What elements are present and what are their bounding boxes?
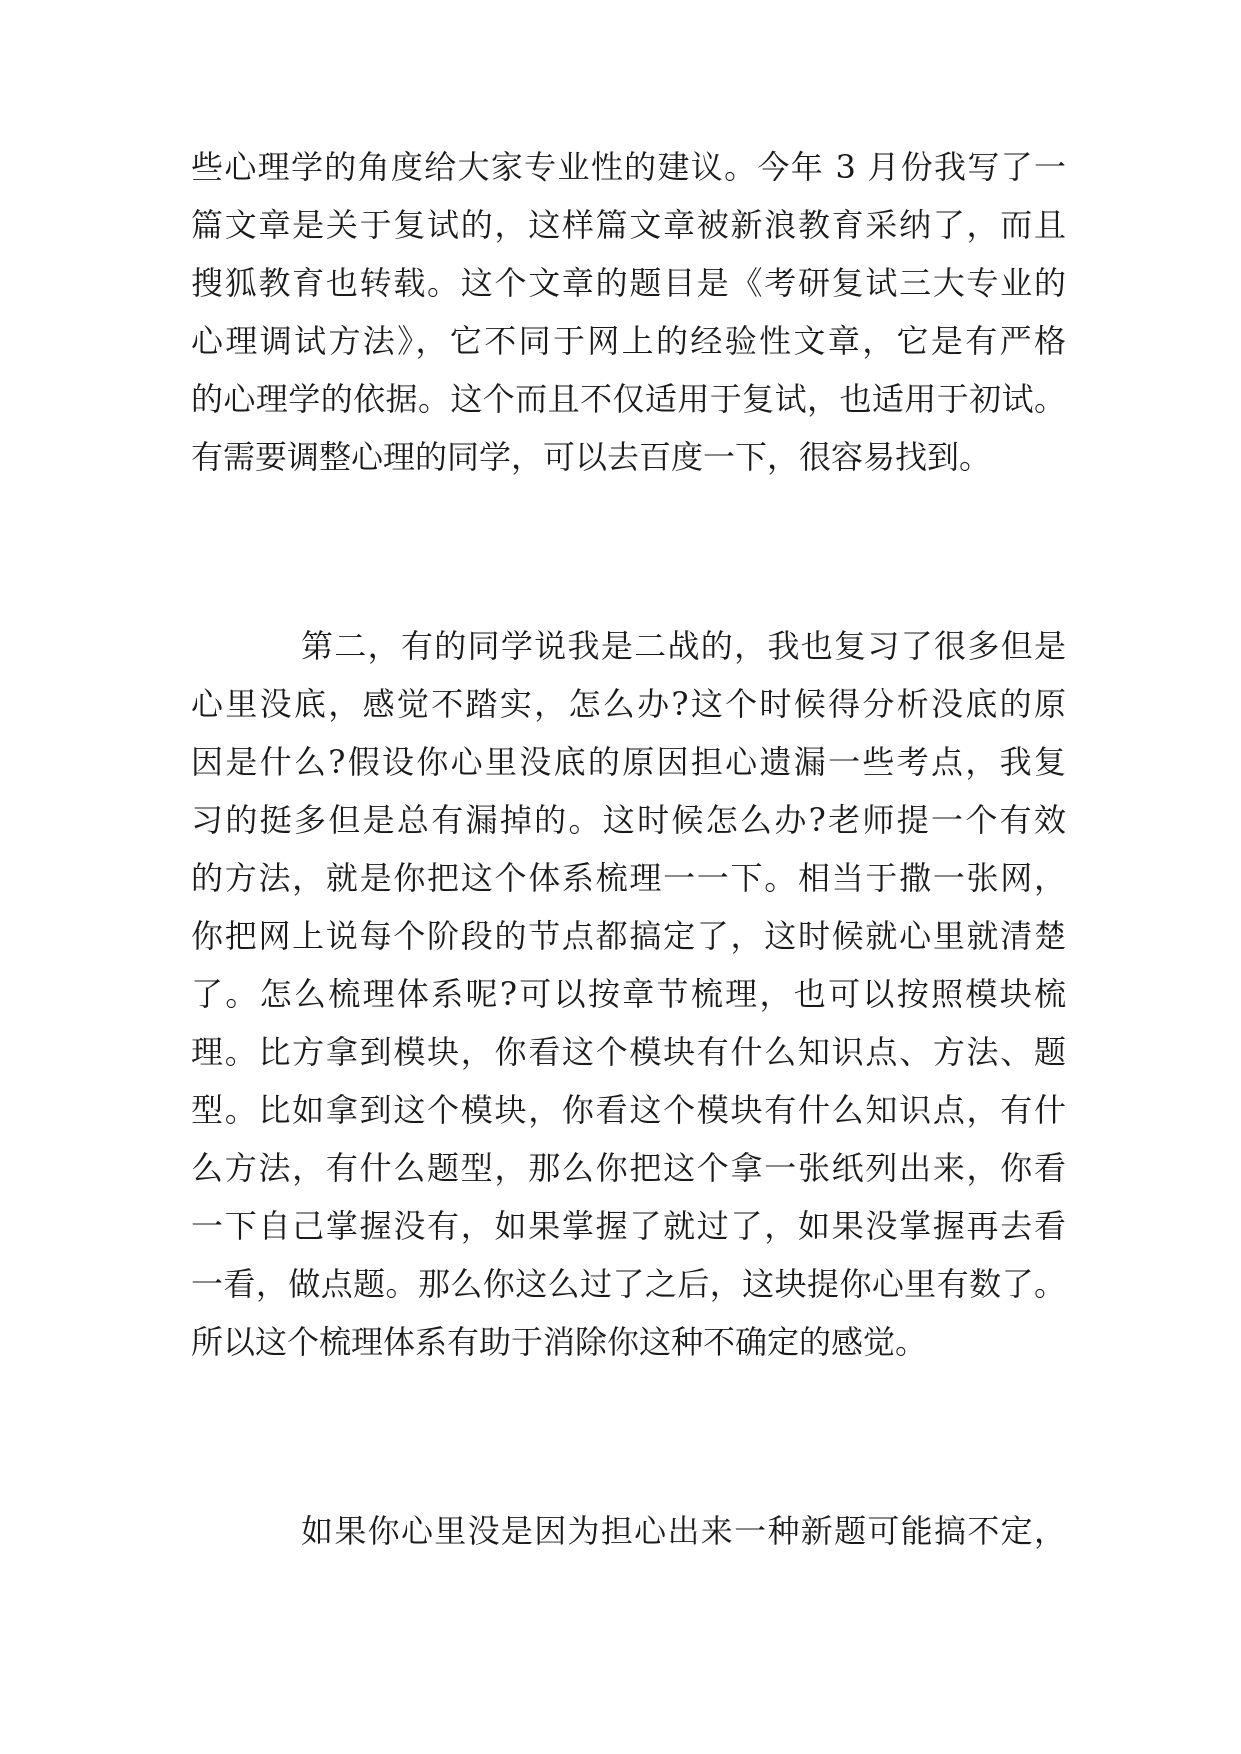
text-line: 所以这个梳理体系有助于消除你这种不确定的感觉。 <box>191 1323 928 1361</box>
text-line: 了。怎么梳理体系呢?可以按章节梳理，也可以按照模块梳 <box>191 975 1066 1013</box>
text-line: 型。比如拿到这个模块，你看这个模块有什么知识点，有什 <box>191 1091 1066 1129</box>
text-line: 习的挺多但是总有漏掉的。这时候怎么办?老师提一个有效 <box>191 801 1066 839</box>
text-line: 心理调试方法》，它不同于网上的经验性文章，它是有严格 <box>191 322 1066 360</box>
text-line: 篇文章是关于复试的，这样篇文章被新浪教育采纳了，而且 <box>191 206 1066 244</box>
text-line: 一下自己掌握没有，如果掌握了就过了，如果没掌握再去看 <box>191 1207 1066 1245</box>
text-line: 一看，做点题。那么你这么过了之后，这块提你心里有数了。 <box>191 1265 1066 1303</box>
text-line: 因是什么?假设你心里没底的原因担心遗漏一些考点，我复 <box>191 743 1066 781</box>
text-line: 有需要调整心理的同学，可以去百度一下，很容易找到。 <box>191 438 992 476</box>
text-line: 你把网上说每个阶段的节点都搞定了，这时候就心里就清楚 <box>191 917 1066 955</box>
text-line: 理。比方拿到模块，你看这个模块有什么知识点、方法、题 <box>191 1033 1066 1071</box>
text-line: 第二，有的同学说我是二战的，我也复习了很多但是 <box>301 627 1066 665</box>
text-line: 如果你心里没是因为担心出来一种新题可能搞不定， <box>301 1512 1066 1550</box>
text-line: 搜狐教育也转载。这个文章的题目是《考研复试三大专业的 <box>191 264 1066 302</box>
text-line: 心里没底，感觉不踏实，怎么办?这个时候得分析没底的原 <box>191 685 1066 723</box>
text-line: 么方法，有什么题型，那么你把这个拿一张纸列出来，你看 <box>191 1149 1066 1187</box>
text-line: 的方法，就是你把这个体系梳理一一下。相当于撒一张网， <box>191 859 1066 897</box>
text-line: 些心理学的角度给大家专业性的建议。今年 3 月份我写了一 <box>191 148 1066 186</box>
text-line: 的心理学的依据。这个而且不仅适用于复试，也适用于初试。 <box>191 380 1066 418</box>
